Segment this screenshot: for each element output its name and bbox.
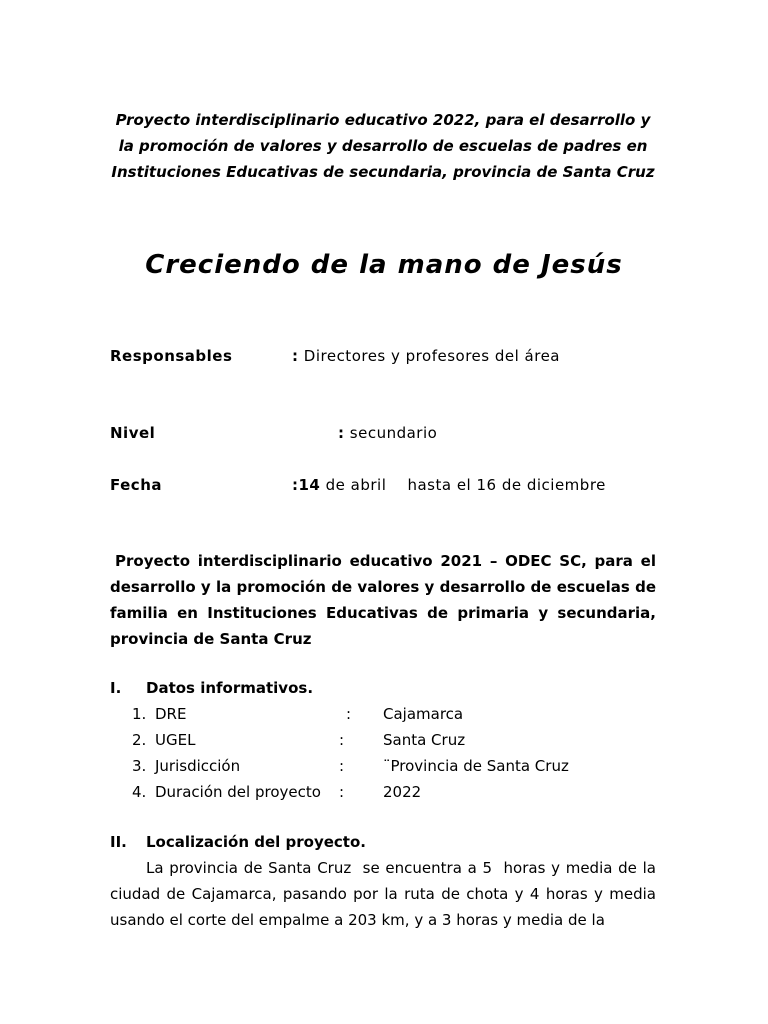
item-colon: : <box>346 705 352 723</box>
field-responsables <box>110 347 560 365</box>
header-title: Proyecto interdisciplinario educativo 2022, para el desarrollo y la promoción de valores y desarrollo de escuelas de padres en Instituciones Educativas de secundaria, provincia de Santa Cruz <box>111 111 655 181</box>
field-label: Nivel <box>110 424 156 442</box>
item-colon: : <box>339 757 345 775</box>
item-key: UGEL <box>155 731 196 749</box>
field-fecha <box>110 476 606 494</box>
item-value: Santa Cruz <box>383 731 466 749</box>
item-number: 3. <box>132 757 147 775</box>
section-number: I. <box>110 679 122 697</box>
main-title: Creciendo de la mano de Jesús <box>145 250 623 280</box>
location-paragraph: La provincia de Santa Cruz se encuentra a 5 horas y media de la ciudad de Cajamarca, pasando por la ruta de chota y 4 horas y media usando el corte del empalme a 203 km, y a 3 horas y media de la <box>110 859 661 929</box>
item-value: ¨Provincia de Santa Cruz <box>383 757 569 775</box>
item-number: 4. <box>132 783 147 801</box>
field-value <box>292 347 560 365</box>
section-heading-1 <box>110 679 313 697</box>
field-label: Responsables <box>110 347 233 365</box>
field-text: Directores y profesores del área <box>303 347 560 365</box>
field-value <box>292 476 606 494</box>
item-number: 1. <box>132 705 147 723</box>
item-key: Duración del proyecto <box>155 783 321 801</box>
section-title: Datos informativos. <box>146 679 314 697</box>
item-colon: : <box>339 783 345 801</box>
item-colon: : <box>339 731 345 749</box>
field-colon: : <box>338 424 345 442</box>
section-heading-2 <box>110 833 366 851</box>
item-key: Jurisdicción <box>155 757 241 775</box>
item-number: 2. <box>132 731 147 749</box>
item-value: Cajamarca <box>383 705 464 723</box>
section-number: II. <box>110 833 127 851</box>
field-colon: : <box>292 347 299 365</box>
section-title: Localización del proyecto. <box>146 833 366 851</box>
field-colon: :14 <box>292 476 321 494</box>
item-key: DRE <box>155 705 187 723</box>
project-paragraph: Proyecto interdisciplinario educativo 2021 – ODEC SC, para el desarrollo y la promoción de valores y desarrollo de escuelas de familia en Instituciones Educativas de primaria y secundaria, provincia de Santa Cruz <box>110 552 656 648</box>
item-value: 2022 <box>383 783 422 801</box>
field-text: secundario <box>349 424 438 442</box>
field-text: de abril hasta el 16 de diciembre <box>325 476 606 494</box>
field-label: Fecha <box>110 476 163 494</box>
field-value <box>338 424 437 442</box>
field-nivel <box>110 424 438 442</box>
